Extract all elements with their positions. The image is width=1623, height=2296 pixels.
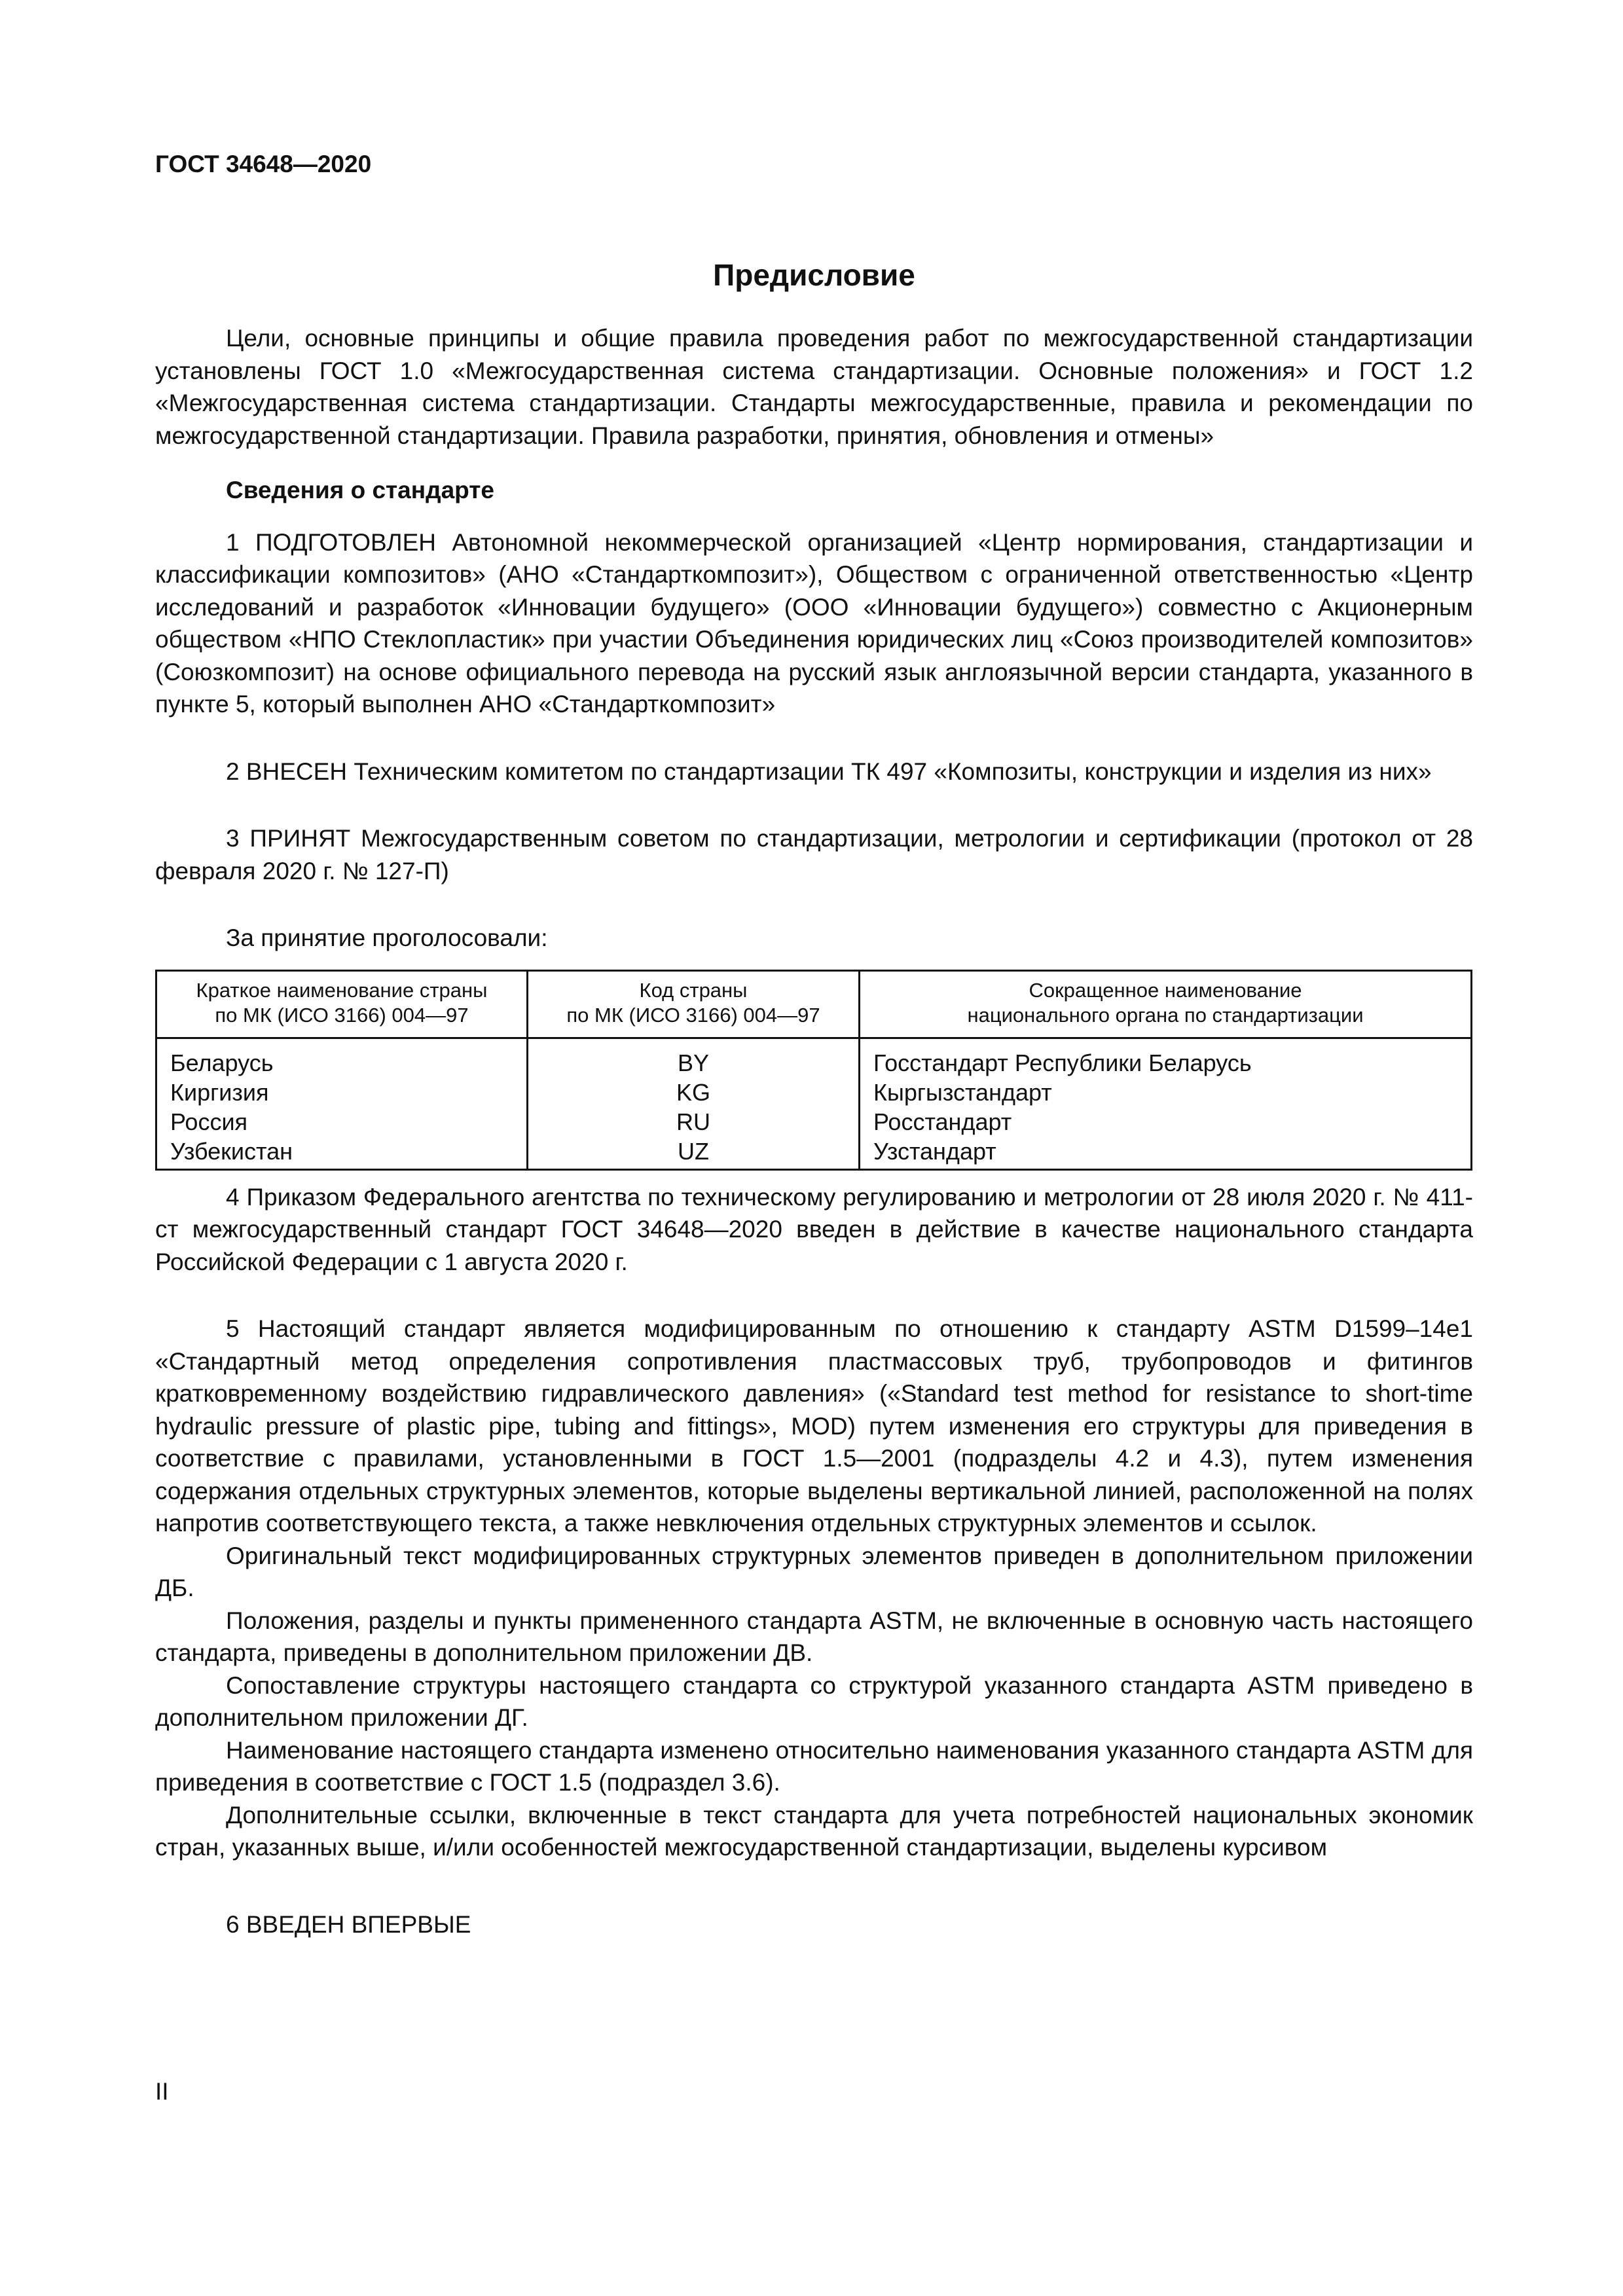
cell-country: Беларусь xyxy=(156,1048,528,1078)
cell-body: Кыргызстандарт xyxy=(860,1078,1472,1107)
page-content xyxy=(155,149,1473,1941)
intro-paragraph: Цели, основные принципы и общие правила проведения работ по межгосударственной стандартизации установлены ГОСТ 1.0 «Межгосударственная система стандартизации. Основные положения» и ГОСТ 1.2 «Межгосударственная система стандартизации. Стандарты межгосударственные, правила и рекомендации по межгосударственной стандартизации. Правила разработки, принятия, обновления и отмены» xyxy=(155,325,1473,449)
cell-code: RU xyxy=(528,1107,860,1137)
page-number: II xyxy=(155,2078,169,2105)
item-modified: 5 Настоящий стандарт является модифицированным по отношению к стандарту ASTM D1599–14e1 «Стандартный метод определения сопротивления пластмассовых труб, трубопроводов и фитингов кратковременному воздействию гидравлического давления» («Standard test method for resistance to short-time hydraulic pressure of plastic pipe, tubing and fittings», MOD) путем изменения его структуры для приведения в соответствие с правилами, установленными в ГОСТ 1.5—2001 (подразделы 4.2 и 4.3), путем изменения содержания отдельных структурных элементов, которые выделены вертикальной линией, расположенной на полях напротив соответствующего текста, а также невключения отдельных структурных элементов и ссылок. xyxy=(155,1315,1473,1537)
header-code-line1: Код страны xyxy=(639,978,748,1002)
cell-country: Узбекистан xyxy=(156,1137,528,1170)
voting-table xyxy=(155,970,1472,1171)
item-order: 4 Приказом Федерального агентства по техническому регулированию и метрологии от 28 июля 2020 г. № 411-ст межгосударственный стандарт ГОСТ 34648—2020 введен в действие в качестве национального стандарта Российской Федерации с 1 августа 2020 г. xyxy=(155,1183,1473,1275)
cell-country: Киргизия xyxy=(156,1078,528,1107)
cell-body: Госстандарт Республики Беларусь xyxy=(860,1048,1472,1078)
table-spacer-row xyxy=(156,1038,1472,1048)
header-code-line2: по МК (ИСО 3166) 004—97 xyxy=(566,1003,820,1027)
header-code xyxy=(528,970,860,1038)
header-body xyxy=(860,970,1472,1038)
info-heading: Сведения о стандарте xyxy=(226,477,494,503)
item-modified-original-text: Оригинальный текст модифицированных структурных элементов приведен в дополнительном приложении ДБ. xyxy=(155,1542,1473,1601)
item-adopted: 3 ПРИНЯТ Межгосударственным советом по стандартизации, метрологии и сертификации (протокол от 28 февраля 2020 г. № 127-П) xyxy=(155,825,1473,884)
cell-code: BY xyxy=(528,1048,860,1078)
standard-code: ГОСТ 34648—2020 xyxy=(155,151,372,177)
header-body-line1: Сокращенное наименование xyxy=(1029,978,1302,1002)
cell-country: Россия xyxy=(156,1107,528,1137)
item-modified-excluded-provisions: Положения, разделы и пункты примененного стандарта ASTM, не включенные в основную часть настоящего стандарта, приведены в дополнительном приложении ДВ. xyxy=(155,1607,1473,1666)
cell-body: Узстандарт xyxy=(860,1137,1472,1170)
table-header-row xyxy=(156,970,1472,1038)
item-modified-additional-references: Дополнительные ссылки, включенные в текст стандарта для учета потребностей национальных экономик стран, указанных выше, и/или особенностей межгосударственной стандартизации, выделены курсивом xyxy=(155,1801,1473,1861)
table-row xyxy=(156,1048,1472,1078)
cell-body: Росстандарт xyxy=(860,1107,1472,1137)
item-first-time: 6 ВВЕДЕН ВПЕРВЫЕ xyxy=(226,1910,471,1938)
voted-label: За принятие проголосовали: xyxy=(226,924,548,951)
header-body-line2: национального органа по стандартизации xyxy=(967,1003,1364,1027)
item-introduced-by: 2 ВНЕСЕН Техническим комитетом по стандартизации ТК 497 «Композиты, конструкции и изделия из них» xyxy=(226,757,1432,785)
page-title: Предисловие xyxy=(713,258,915,292)
item-modified-name-change: Наименование настоящего стандарта изменено относительно наименования указанного стандарта ASTM для приведения в соответствие с ГОСТ 1.5 (подраздел 3.6). xyxy=(155,1736,1473,1796)
table-row xyxy=(156,1107,1472,1137)
table-row xyxy=(156,1078,1472,1107)
header-country-line2: по МК (ИСО 3166) 004—97 xyxy=(215,1003,469,1027)
header-country-line1: Краткое наименование страны xyxy=(196,978,488,1002)
item-prepared: 1 ПОДГОТОВЛЕН Автономной некоммерческой организацией «Центр нормирования, стандартизации и классификации композитов» (АНО «Стандарткомпозит»), Обществом с ограниченной ответственностью «Центр исследований и разработок «Инновации будущего» (ООО «Инновации будущего») совместно с Акционерным обществом «НПО Стеклопластик» при участии Объединения юридических лиц «Союз производителей композитов» (Союзкомпозит) на основе официального перевода на русский язык англоязычной версии стандарта, указанного в пункте 5, который выполнен АНО «Стандарткомпозит» xyxy=(155,528,1473,718)
table-row xyxy=(156,1137,1472,1170)
item-modified-structure-comparison: Сопоставление структуры настоящего стандарта со структурой указанного стандарта ASTM приведено в дополнительном приложении ДГ. xyxy=(155,1671,1473,1731)
cell-code: UZ xyxy=(528,1137,860,1170)
cell-code: KG xyxy=(528,1078,860,1107)
header-country xyxy=(156,970,528,1038)
